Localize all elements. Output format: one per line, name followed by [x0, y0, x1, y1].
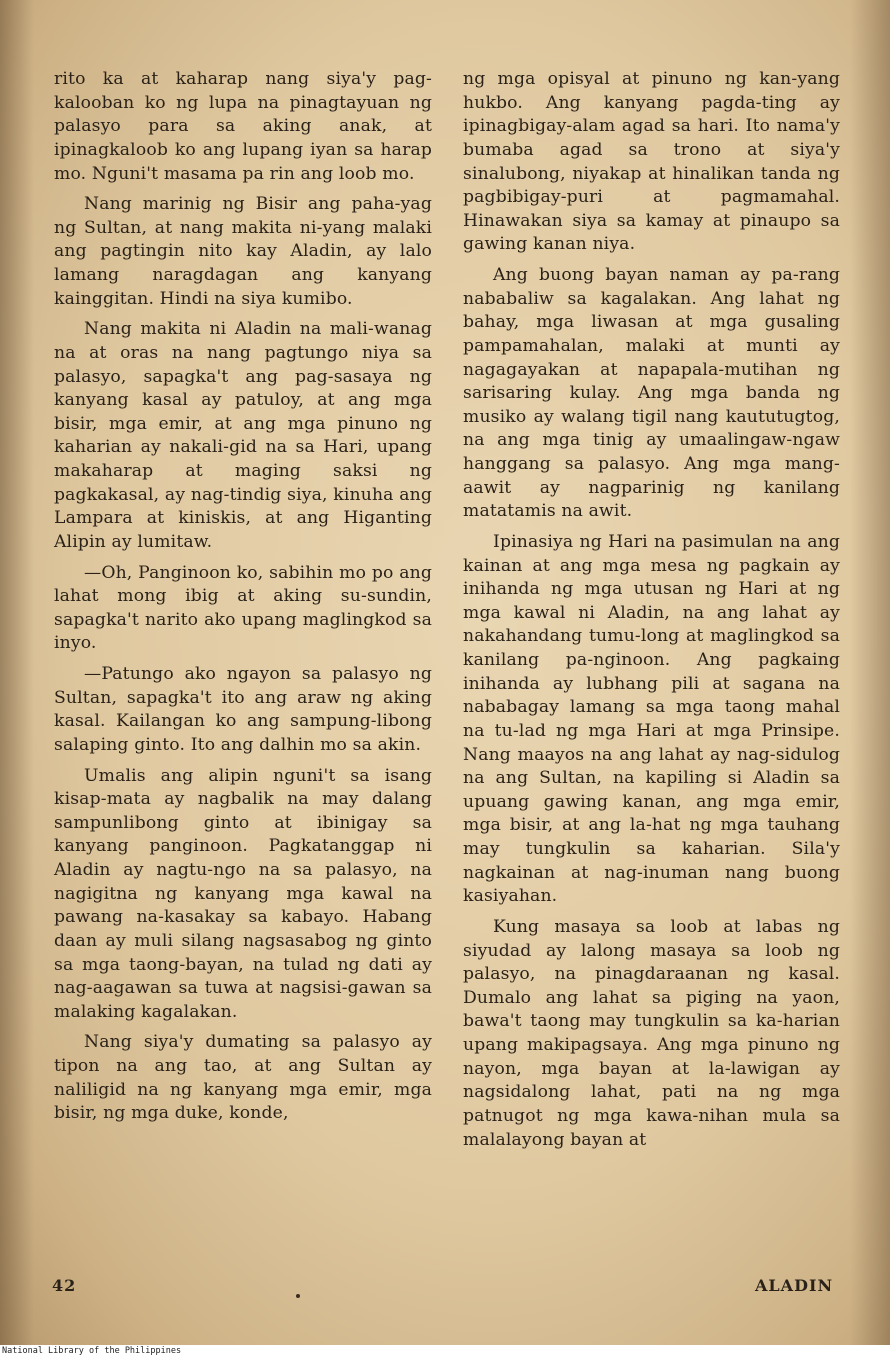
- paragraph: rito ka at kaharap nang siya'y pag-kalooban ko ng lupa na pinagtayuan ng palasyo para sa aking anak, at ipinagkaloob ko ang lupang iyan sa harap mo. Nguni't masama pa rin ang loob mo.: [54, 69, 432, 184]
- paragraph: Kung masaya sa loob at labas ng siyudad ay lalong masaya sa loob ng palasyo, na pinagdaraanan ng kasal. Dumalo ang lahat sa piging na yaon, bawa't taong may tungkulin sa ka-harian upang makipagsaya. Ang mga pinuno ng nayon, mga bayan at la-lawigan ay nagsidalong lahat, pati na ng mga patnugot ng mga kawa-nihan mula sa malalayong bayan at: [463, 916, 840, 1150]
- running-title: ALADIN: [755, 1276, 834, 1295]
- library-credit: National Library of the Philippines: [2, 1346, 182, 1356]
- page-shadow-right: [850, 0, 890, 1345]
- paragraph: Ang buong bayan naman ay pa-rang nababaliw sa kagalakan. Ang lahat ng bahay, mga liwasan at mga gusaling pampamahalan, malaki at munti ay nagagayakan at napapala-mutihan ng sarisaring kulay. Ang mga banda ng musiko ay walang tigil nang kaututugtog, na ang mga tinig ay umaalingaw-ngaw hanggang sa palasyo. Ang mga mang-aawit ay nagparinig ng kanilang matatamis na awit.: [463, 265, 840, 522]
- paragraph: Ipinasiya ng Hari na pasimulan na ang kainan at ang mga mesa ng pagkain ay inihanda ng mga utusan ng Hari at ng mga kawal ni Aladin, na ang lahat ay nakahandang tumu-long at maglingkod sa kanilang pa-nginoon. Ang pagkaing inihanda ay lubhang pili at sagana na nababagay lamang sa mga taong mahal na tu-lad ng mga Hari at mga Prinsipe. Nang maayos na ang lahat ay nag-sidulog na ang Sultan, na kapiling si Aladin sa upuang gawing kanan, ang mga emir, mga bisir, at ang la-hat ng mga tauhang may tungkulin sa kaharian. Sila'y nagkainan at nag-inuman nang buong kasiyahan.: [463, 531, 840, 907]
- paragraph: Nang makita ni Aladin na mali-wanag na at oras na nang pagtungo niya sa palasyo, sapagka't ang pag-sasaya ng kanyang kasal ay patuloy, at ang mga bisir, mga emir, at ang mga pinuno ng kaharian ay nakali-gid na sa Hari, upang makaharap at maging saksi ng pagkakasal, ay nag-tindig siya, kinuha ang Lampara at kiniskis, at ang Higanting Alipin ay lumitaw.: [54, 319, 432, 552]
- left-text-column: [54, 68, 432, 1133]
- paragraph: Umalis ang alipin nguni't sa isang kisap-mata ay nagbalik na may dalang sampunlibong ginto at ibinigay sa kanyang panginoon. Pagkatanggap ni Aladin ay nagtu-ngo na sa palasyo, na nagigitna ng kanyang mga kawal na pawang na-kasakay sa kabayo. Habang daan ay muli silang nagsasabog ng ginto sa mga taong-bayan, na tulad ng dati ay nag-aagawan sa tuwa at nagsisi-gawan sa malaking kagalakan.: [54, 765, 432, 1022]
- paragraph: Nang marinig ng Bisir ang paha-yag ng Sultan, at nang makita ni-yang malaki ang pagtingin nito kay Aladin, ay lalo lamang naragdagan ang kanyang kainggitan. Hindi na siya kumibo.: [54, 194, 432, 309]
- ink-dot: [296, 1294, 300, 1298]
- paragraph: ng mga opisyal at pinuno ng kan-yang hukbo. Ang kanyang pagda-ting ay ipinagbigay-alam agad sa hari. Ito nama'y bumaba agad sa trono at siya'y sinalubong, niyakap at hinalikan tanda ng pagbibigay-puri at pagmamahal. Hinawakan siya sa kamay at pinaupo sa gawing kanan niya.: [463, 69, 840, 255]
- paragraph: —Patungo ako ngayon sa palasyo ng Sultan, sapagka't ito ang araw ng aking kasal. Kailangan ko ang sampung-libong salaping ginto. Ito ang dalhin mo sa akin.: [54, 664, 432, 755]
- paragraph: Nang siya'y dumating sa palasyo ay tipon na ang tao, at ang Sultan ay naliligid na ng kanyang mga emir, mga bisir, ng mga duke, konde,: [54, 1032, 432, 1124]
- page-number: 42: [52, 1276, 77, 1295]
- right-text-column: [463, 68, 840, 1159]
- paragraph: —Oh, Panginoon ko, sabihin mo po ang lahat mong ibig at aking su-sundin, sapagka't narito ako upang maglingkod sa inyo.: [54, 562, 432, 654]
- page-shadow-left: [0, 0, 34, 1345]
